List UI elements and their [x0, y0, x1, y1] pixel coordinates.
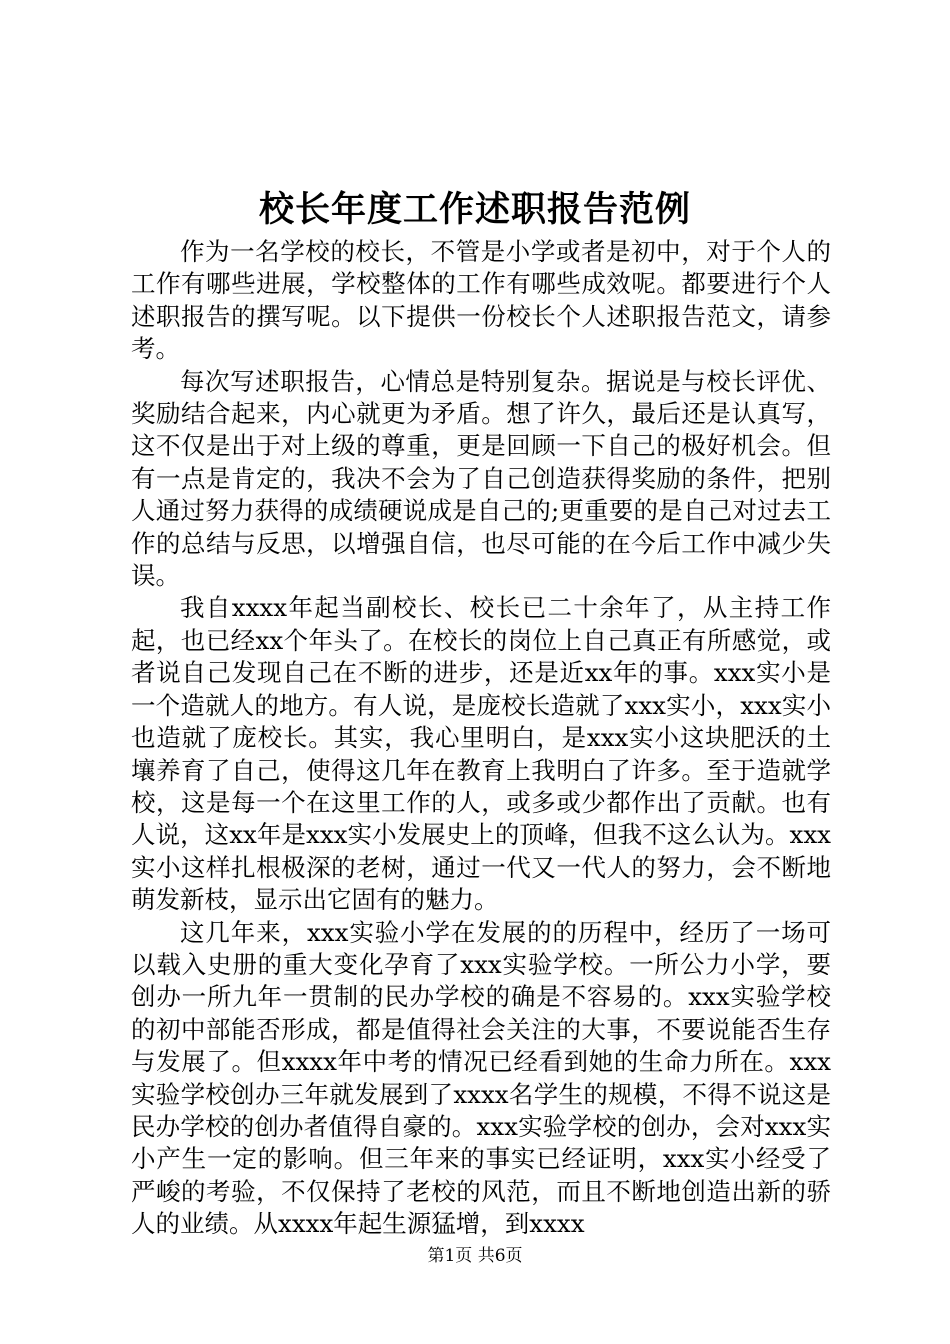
page-number-footer: 第1页 共6页 [427, 1246, 523, 1266]
paragraph-career: 我自xxxx年起当副校长、校长已二十余年了，从主持工作起，也已经xx个年头了。在校长的岗位上自己真正有所感觉，或者说自己发现自己在不断的进步，还是近xx年的事。xxx实小是一个造就人的地方。有人说，是庞校长造就了xxx实小，xxx实小也造就了庞校长。其实，我心里明白，是xxx实小这块肥沃的土壤养育了自己，使得这几年在教育上我明白了许多。至于造就学校，这是每一个在这里工作的人，或多或少都作出了贡献。也有人说，这xx年是xxx实小发展史上的顶峰，但我不这么认为。xxx实小这样扎根极深的老树，通过一代又一代人的努力，会不断地萌发新枝，显示出它固有的魅力。 [131, 593, 831, 915]
document-title: 校长年度工作述职报告范例 [258, 189, 691, 230]
document-body [131, 236, 831, 1241]
paragraph-school-development: 这几年来，xxx实验小学在发展的的历程中，经历了一场可以载入史册的重大变化孕育了xxx实验学校。一所公力小学，要创办一所九年一贯制的民办学校的确是不容易的。xxx实验学校的初中部能否形成，都是值得社会关注的大事，不要说能否生存与发展了。但xxxx年中考的情况已经看到她的生命力所在。xxx实验学校创办三年就发展到了xxxx名学生的规模，不得不说这是民办学校的创办者值得自豪的。xxx实验学校的创办，会对xxx实小产生一定的影响。但三年来的事实已经证明，xxx实小经受了严峻的考验，不仅保持了老校的风范，而且不断地创造出新的骄人的业绩。从xxxx年起生源猛增，到xxxx [131, 917, 831, 1239]
paragraph-intro: 作为一名学校的校长，不管是小学或者是初中，对于个人的工作有哪些进展，学校整体的工作有哪些成效呢。都要进行个人述职报告的撰写呢。以下提供一份校长个人述职报告范文，请参考。 [131, 237, 831, 364]
paragraph-feelings: 每次写述职报告，心情总是特别复杂。据说是与校长评优、奖励结合起来，内心就更为矛盾。想了许久，最后还是认真写，这不仅是出于对上级的尊重，更是回顾一下自己的极好机会。但有一点是肯定的，我决不会为了自己创造获得奖励的条件，把别人通过努力获得的成绩硬说成是自己的;更重要的是自己对过去工作的总结与反思，以增强自信，也尽可能的在今后工作中减少失误。 [131, 366, 831, 591]
